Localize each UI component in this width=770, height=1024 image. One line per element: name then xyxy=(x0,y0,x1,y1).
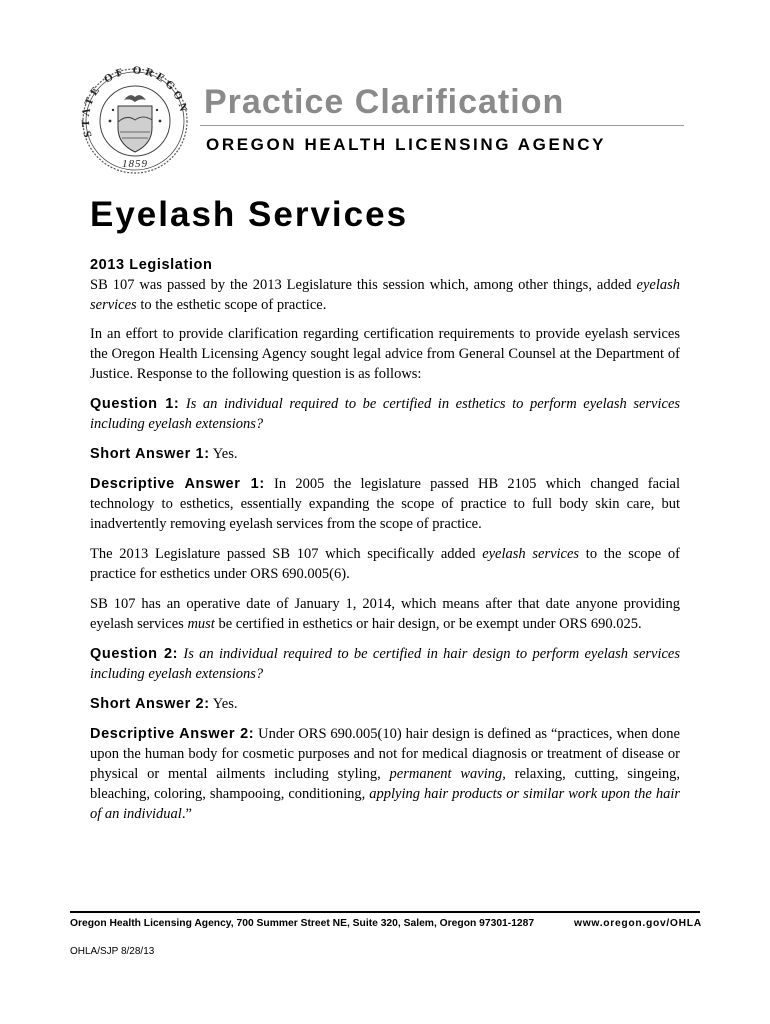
header-title: Practice Clarification xyxy=(204,83,565,121)
operative-date-paragraph: SB 107 has an operative date of January 1, 2014, which means after that date anyone providing eyelash services must be certified in esthetics or hair design, or be exempt under ORS 690.025. xyxy=(90,596,680,632)
document-title: Eyelash Services xyxy=(90,195,409,234)
descriptive-answer-2: Descriptive Answer 2: Under ORS 690.005(10) hair design is defined as “practices, when done upon the human body for cosmetic purposes and not for medical diagnosis or treatment of disease or physical or mental ailments including styling, permanent waving, relaxing, cutting, singeing, bleaching, coloring, shampooing, conditioning, applying hair products or similar work upon the hair of an individual.” xyxy=(90,726,680,822)
descriptive-answer-1-label: Descriptive Answer 1: xyxy=(90,476,265,492)
intro-paragraph: SB 107 was passed by the 2013 Legislature this session which, among other things, added eyelash services to the esthetic scope of practice. xyxy=(90,277,680,313)
emphasis: permanent waving xyxy=(389,766,503,782)
header-divider xyxy=(200,125,684,126)
question-2 xyxy=(90,644,680,684)
sb107-paragraph: The 2013 Legislature passed SB 107 which specifically added eyelash services to the scope of practice for esthetics under ORS 690.005(6). xyxy=(90,546,680,582)
agency-name: OREGON HEALTH LICENSING AGENCY xyxy=(206,135,607,154)
footer-address: Oregon Health Licensing Agency, 700 Summer Street NE, Suite 320, Salem, Oregon 97301-1287 xyxy=(70,918,535,929)
footer-divider xyxy=(70,911,700,913)
descriptive-answer-1: Descriptive Answer 1: In 2005 the legislature passed HB 2105 which changed facial technology to esthetics, essentially expanding the scope of practice to full body skin care, but inadvertently removing eyelash services from the scope of practice. xyxy=(90,476,680,532)
short-answer-1: Short Answer 1: Yes. xyxy=(90,446,238,462)
question-2-label: Question 2: xyxy=(90,646,179,662)
state-of-oregon-seal-icon xyxy=(80,66,190,176)
question-1 xyxy=(90,394,680,434)
short-answer-1-label: Short Answer 1: xyxy=(90,446,210,462)
emphasis: applying hair products or similar work upon the hair of an individual xyxy=(90,786,680,822)
short-answer-2: Short Answer 2: Yes. xyxy=(90,696,238,712)
context-paragraph: In an effort to provide clarification regarding certification requirements to provide eyelash services the Oregon Health Licensing Agency sought legal advice from General Counsel at the Department of Justice. Response to the following question is as follows: xyxy=(90,326,680,382)
emphasis: must xyxy=(187,616,215,632)
descriptive-answer-2-label: Descriptive Answer 2: xyxy=(90,726,255,742)
question-1-label: Question 1: xyxy=(90,396,180,412)
section-heading: 2013 Legislation xyxy=(90,257,213,273)
question-1-text: Is an individual required to be certified in esthetics to perform eyelash services including eyelash extensions? xyxy=(90,396,681,432)
question-2-text: Is an individual required to be certified in hair design to perform eyelash services including eyelash extensions? xyxy=(90,646,680,682)
seal-ring-text: STATE OF OREGON xyxy=(80,66,190,139)
document-code: OHLA/SJP 8/28/13 xyxy=(70,946,155,957)
seal-year: 1859 xyxy=(122,158,148,170)
footer-website-link[interactable]: www.oregon.gov/OHLA xyxy=(574,918,702,929)
document-body xyxy=(90,255,680,833)
emphasis: eyelash services xyxy=(90,277,680,313)
emphasis: eyelash services xyxy=(482,546,580,562)
short-answer-2-label: Short Answer 2: xyxy=(90,696,210,712)
